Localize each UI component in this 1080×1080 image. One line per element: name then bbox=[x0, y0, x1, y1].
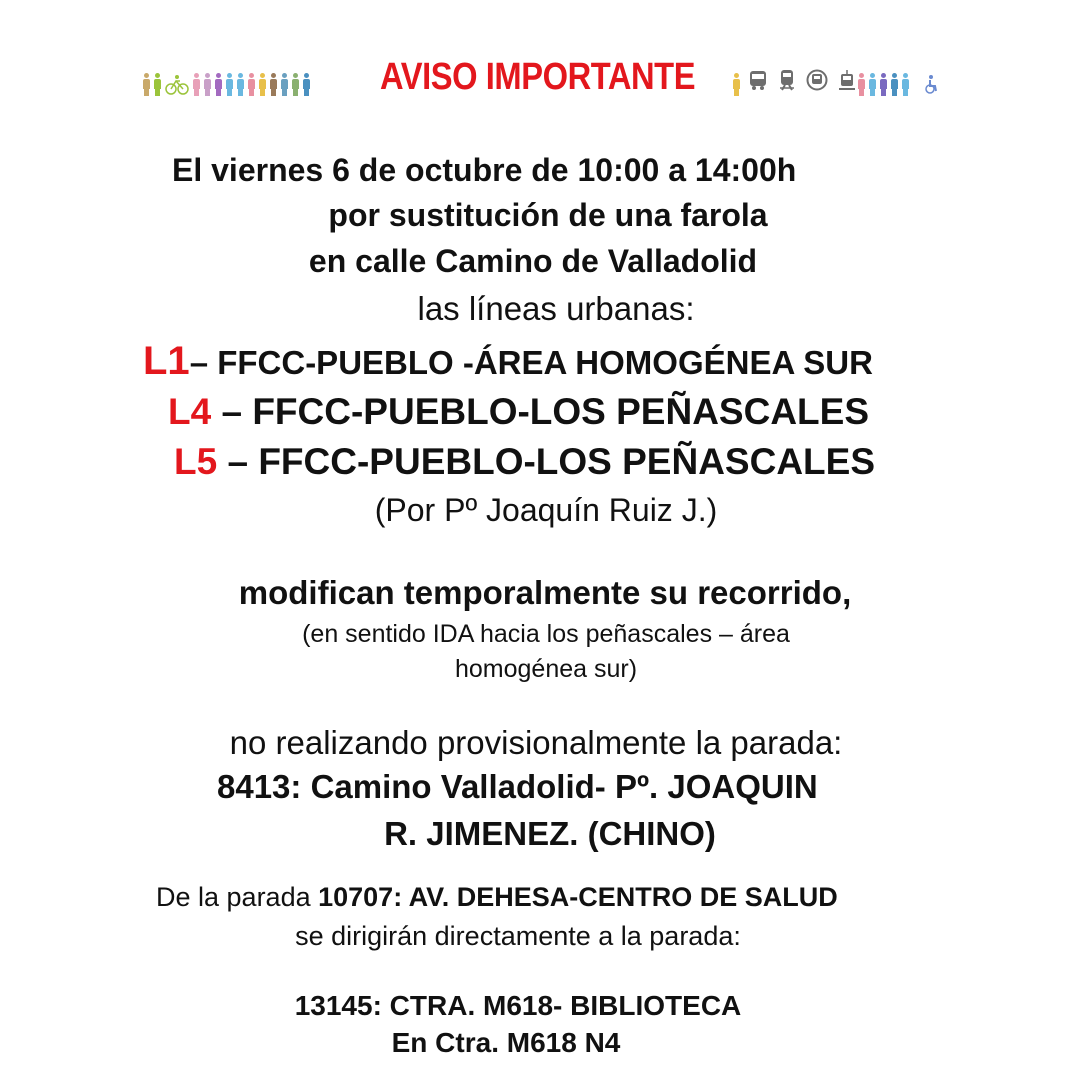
person-icon bbox=[270, 73, 277, 96]
skip-stop-line-1 bbox=[217, 768, 818, 806]
line-code-l1: L1 bbox=[143, 339, 190, 383]
from-prefix: De la parada bbox=[156, 882, 319, 912]
person-icon bbox=[259, 73, 266, 96]
metro-icon bbox=[806, 69, 828, 91]
person-icon bbox=[891, 73, 898, 96]
skip-stop-name: Camino Valladolid- Pº. JOAQUIN bbox=[310, 768, 818, 805]
skip-stop-code: 8413: bbox=[217, 768, 302, 805]
notice-reason-line-1: por sustitución de una farola bbox=[328, 197, 768, 233]
destination-stop-line-2: En Ctra. M618 N4 bbox=[391, 1027, 621, 1058]
line-code-l4: L4 bbox=[168, 391, 212, 432]
direction-line-1: (en sentido IDA hacia los peñascales – área bbox=[302, 620, 790, 648]
notice-reason-line-2: en calle Camino de Valladolid bbox=[308, 243, 758, 279]
person-icon bbox=[215, 73, 222, 96]
notice-date: El viernes 6 de octubre de 10:00 a 14:00h bbox=[172, 152, 797, 188]
bicycle-icon bbox=[165, 74, 189, 96]
route-line-l5 bbox=[174, 441, 875, 483]
person-icon bbox=[237, 73, 244, 96]
line-code-l5: L5 bbox=[174, 441, 218, 482]
transport-icons bbox=[748, 69, 857, 91]
route-via: (Por Pº Joaquín Ruiz J.) bbox=[374, 492, 718, 528]
header-banner bbox=[0, 56, 1080, 102]
from-stop-line bbox=[156, 882, 838, 913]
route-l1: – FFCC-PUEBLO -ÁREA HOMOGÉNEA SUR bbox=[189, 344, 873, 381]
modify-notice: modifican temporalmente su recorrido, bbox=[238, 574, 852, 611]
route-l5: – FFCC-PUEBLO-LOS PEÑASCALES bbox=[217, 441, 876, 482]
person-icon bbox=[880, 73, 887, 96]
person-icon bbox=[281, 73, 288, 96]
person-icon bbox=[733, 73, 740, 96]
people-icons-right bbox=[858, 68, 909, 96]
direction-line-2: homogénea sur) bbox=[454, 655, 638, 683]
person-icon bbox=[154, 73, 161, 96]
route-line-l4 bbox=[168, 391, 869, 433]
skip-intro: no realizando provisionalmente la parada: bbox=[229, 724, 843, 761]
route-l4: – FFCC-PUEBLO-LOS PEÑASCALES bbox=[211, 391, 870, 432]
person-icon bbox=[902, 73, 909, 96]
people-icon-right-single bbox=[733, 68, 740, 96]
from-stop: 10707: AV. DEHESA-CENTRO DE SALUD bbox=[318, 882, 838, 912]
train-icon bbox=[777, 69, 797, 91]
person-icon bbox=[292, 73, 299, 96]
bus-icon bbox=[748, 69, 768, 91]
person-icon bbox=[143, 73, 150, 96]
direct-line: se dirigirán directamente a la parada: bbox=[295, 921, 741, 951]
tram-icon bbox=[837, 69, 857, 91]
person-icon bbox=[858, 73, 865, 96]
route-line-l1 bbox=[143, 339, 873, 384]
destination-stop-line-1: 13145: CTRA. M618- BIBLIOTECA bbox=[294, 990, 742, 1021]
people-icons-left bbox=[143, 68, 310, 96]
person-icon bbox=[869, 73, 876, 96]
person-icon bbox=[226, 73, 233, 96]
lines-intro: las líneas urbanas: bbox=[417, 290, 695, 327]
person-icon bbox=[204, 73, 211, 96]
skip-stop-line-2: R. JIMENEZ. (CHINO) bbox=[384, 815, 716, 852]
person-icon bbox=[193, 73, 200, 96]
notice-title: AVISO IMPORTANTE bbox=[380, 56, 696, 98]
person-icon bbox=[303, 73, 310, 96]
wheelchair-icon bbox=[924, 74, 938, 94]
person-icon bbox=[248, 73, 255, 96]
